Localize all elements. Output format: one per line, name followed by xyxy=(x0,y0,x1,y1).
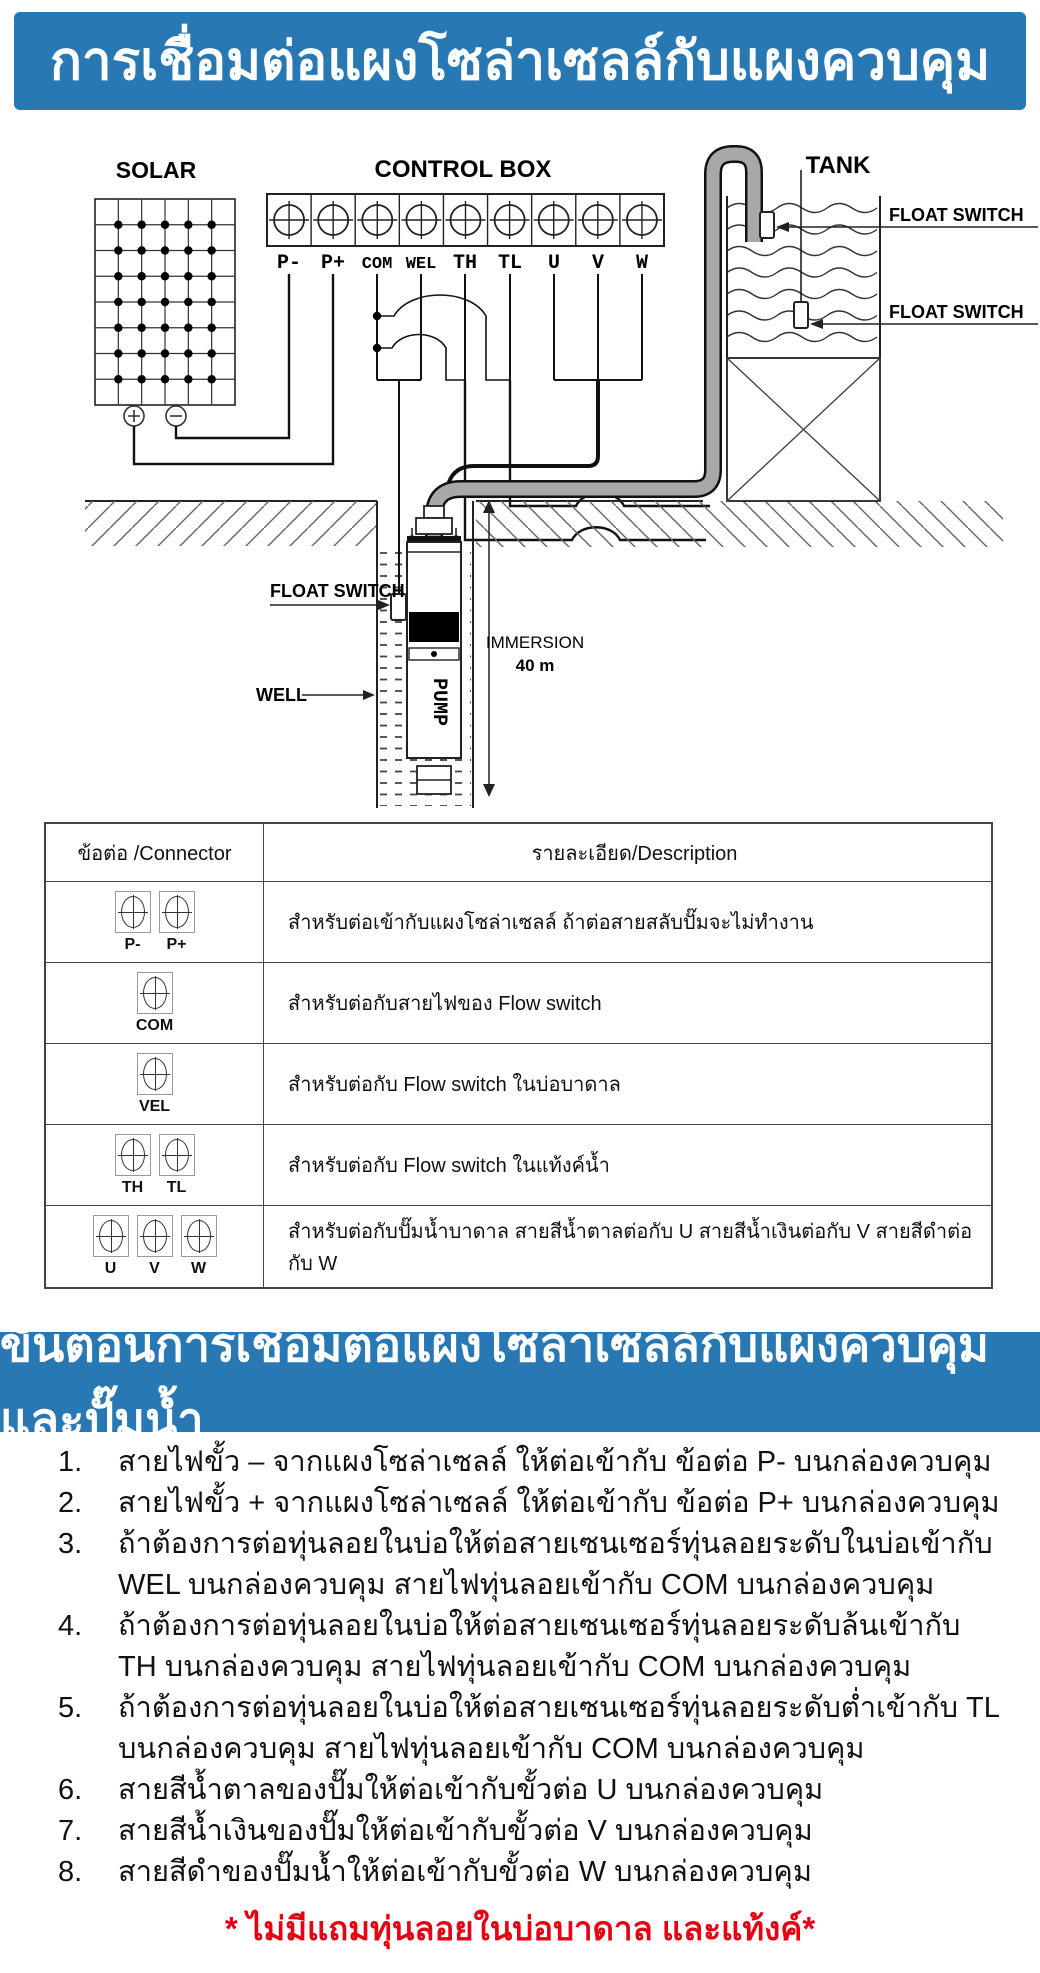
steps-title-banner xyxy=(0,1318,1040,1446)
step-text: สายสีดำของปั๊มน้ำให้ต่อเข้ากับขั้วต่อ W บนกล่องควบคุม xyxy=(118,1856,812,1888)
ground xyxy=(85,501,1003,547)
step-item-5 xyxy=(0,1688,1040,1770)
step-text: สายไฟขั้ว + จากแผงโซล่าเซลล์ ให้ต่อเข้ากับ ข้อต่อ P+ บนกล่องควบคุม xyxy=(118,1487,1000,1519)
table-row-connector-com xyxy=(46,963,264,1044)
step-number: 1. xyxy=(58,1446,83,1478)
terminal-label: P- xyxy=(124,935,141,953)
tank-lower-float-switch-icon xyxy=(794,302,808,328)
wiring-diagram xyxy=(0,112,1040,814)
table-row-description: สำหรับต่อกับ Flow switch ในแท้งค์น้ำ xyxy=(264,1125,991,1206)
steps-title: ขั้นตอนการเชื่อมต่อแผงโซล่าเซลล์กับแผงควบคุมและปั๊มน้ำ xyxy=(0,1318,989,1446)
step-text: สายสีน้ำเงินของปั๊มให้ต่อเข้ากับขั้วต่อ V บนกล่องควบคุม xyxy=(118,1815,813,1847)
step-number: 7. xyxy=(58,1815,83,1847)
float-switch-tank-upper-label: FLOAT SWITCH xyxy=(889,205,1024,225)
table-row-description: สำหรับต่อกับ Flow switch ในบ่อบาดาล xyxy=(264,1044,991,1125)
well-label: WELL xyxy=(256,685,307,705)
step-number: 4. xyxy=(58,1610,83,1642)
terminal-label-w: W xyxy=(635,252,649,275)
terminal-label: V xyxy=(149,1260,160,1277)
pump-label: PUMP xyxy=(427,677,450,727)
control-box-terminal-strip xyxy=(267,194,664,246)
terminal-label-u: U xyxy=(547,252,561,275)
float-switch-well-label: FLOAT SWITCH xyxy=(270,581,405,601)
terminal-label-v: V xyxy=(591,252,605,275)
terminal-label: COM xyxy=(135,1016,174,1034)
control-box-label: CONTROL BOX xyxy=(374,156,552,183)
table-row-description: สำหรับต่อกับปั๊มน้ำบาดาล สายสีน้ำตาลต่อกับ U สายสีน้ำเงินต่อกับ V สายสีดำต่อกับ W xyxy=(264,1206,991,1287)
table-row-connector-vel xyxy=(46,1044,264,1125)
terminal-label-tl: TL xyxy=(497,252,523,275)
terminal-label: P+ xyxy=(166,935,187,953)
step-number: 2. xyxy=(58,1487,83,1519)
table-row-connector-p xyxy=(46,882,264,963)
solar-panel-illustration xyxy=(95,199,235,426)
step-text: ถ้าต้องการต่อทุ่นลอยในบ่อให้ต่อสายเซนเซอร์ทุ่นลอยระดับล้นเข้ากับ TH บนกล่องควบคุม สายไฟทุ่นลอยเข้ากับ COM บนกล่องควบคุม xyxy=(118,1610,961,1683)
terminal-labels xyxy=(277,252,648,275)
step-number: 6. xyxy=(58,1774,83,1806)
terminal-label: VEL xyxy=(138,1097,171,1115)
tank-label: TANK xyxy=(805,152,871,179)
table-row-description: สำหรับต่อเข้ากับแผงโซล่าเซลล์ ถ้าต่อสายสลับปั๊มจะไม่ทำงาน xyxy=(264,882,991,963)
terminal-label: U xyxy=(104,1260,117,1277)
page-title: การเชื่อมต่อแผงโซล่าเซลล์กับแผงควบคุม xyxy=(49,32,991,91)
table-row-connector-uvw xyxy=(46,1206,264,1287)
table-header-description: รายละเอียด/Description xyxy=(264,824,991,882)
table-header-connector: ข้อต่อ /Connector xyxy=(46,824,264,882)
terminal-label-th: TH xyxy=(452,252,478,275)
terminal-label-p-plus: P+ xyxy=(320,252,346,275)
submersible-pump xyxy=(407,506,461,794)
step-number: 3. xyxy=(58,1528,83,1560)
tank-upper-float-switch-icon xyxy=(760,212,774,238)
terminal-label: W xyxy=(190,1260,207,1277)
steps-list xyxy=(0,1442,1040,1893)
step-item-7 xyxy=(0,1811,1040,1852)
terminal-label: TH xyxy=(121,1178,144,1196)
step-number: 8. xyxy=(58,1856,83,1888)
step-number: 5. xyxy=(58,1692,83,1724)
step-text: ถ้าต้องการต่อทุ่นลอยในบ่อให้ต่อสายเซนเซอร์ทุ่นลอยระดับในบ่อเข้ากับ WEL บนกล่องควบคุม สายไฟทุ่นลอยเข้ากับ COM บนกล่องควบคุม xyxy=(118,1528,993,1601)
immersion-depth-label: 40 m xyxy=(515,656,555,675)
terminal-label: TL xyxy=(166,1178,187,1196)
step-item-2 xyxy=(0,1483,1040,1524)
warning-note: * ไม่มีแถมทุ่นลอยในบ่อบาดาล และแท้งค์* xyxy=(224,1910,816,1947)
immersion-label: IMMERSION xyxy=(485,633,585,652)
step-text: สายไฟขั้ว – จากแผงโซล่าเซลล์ ให้ต่อเข้ากับ ข้อต่อ P- บนกล่องควบคุม xyxy=(118,1446,992,1478)
float-switch-tank-lower-label: FLOAT SWITCH xyxy=(889,302,1024,322)
terminal-label-p-minus: P- xyxy=(276,252,302,275)
terminal-label-wel: WEL xyxy=(405,255,437,274)
terminal-label-com: COM xyxy=(361,255,393,274)
step-text: ถ้าต้องการต่อทุ่นลอยในบ่อให้ต่อสายเซนเซอร์ทุ่นลอยระดับต่ำเข้ากับ TL บนกล่องควบคุม สายไฟทุ่นลอยเข้ากับ COM บนกล่องควบคุม xyxy=(118,1692,999,1765)
page-title-banner xyxy=(14,12,1026,110)
step-item-6 xyxy=(0,1770,1040,1811)
connector-table xyxy=(44,822,993,1289)
step-text: สายสีน้ำตาลของปั๊มให้ต่อเข้ากับขั้วต่อ U บนกล่องควบคุม xyxy=(118,1774,824,1806)
step-item-3 xyxy=(0,1524,1040,1606)
table-row-connector-th-tl xyxy=(46,1125,264,1206)
step-item-8 xyxy=(0,1852,1040,1893)
solar-label: SOLAR xyxy=(115,157,197,183)
step-item-4 xyxy=(0,1606,1040,1688)
table-row-description: สำหรับต่อกับสายไฟของ Flow switch xyxy=(264,963,991,1044)
step-item-1 xyxy=(0,1442,1040,1483)
